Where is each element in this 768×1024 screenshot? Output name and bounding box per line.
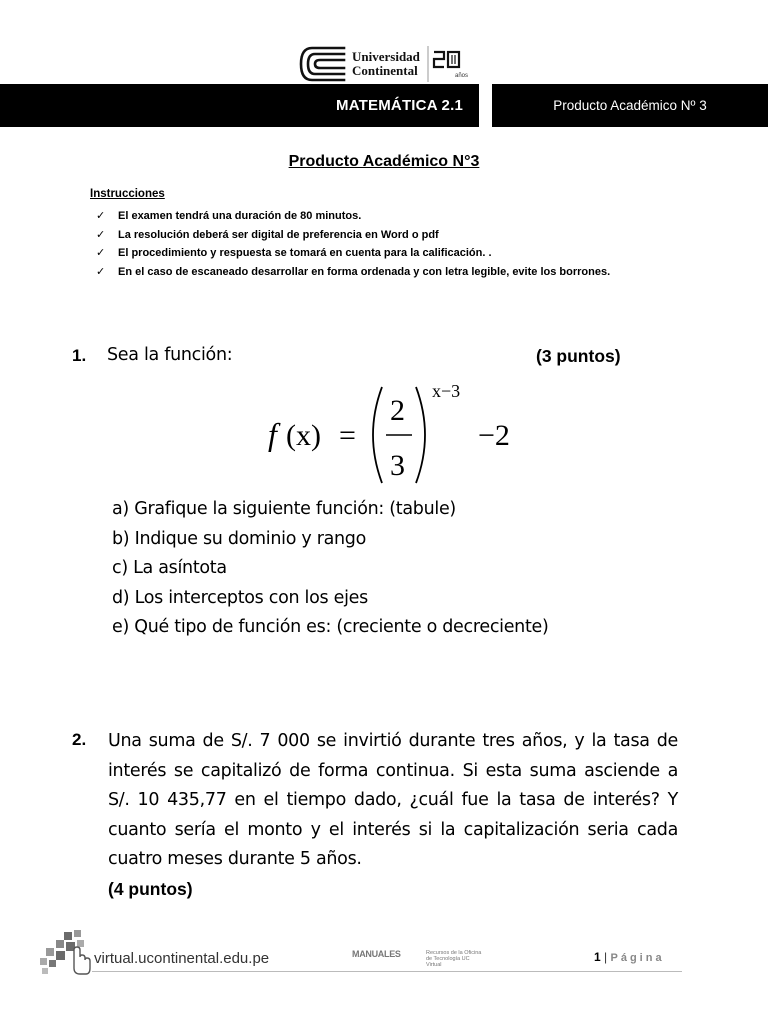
question-1-text: Sea la función: (107, 345, 233, 365)
question-2-number: 2. (72, 730, 87, 749)
checkmark-icon: ✓ (96, 210, 106, 222)
page-separator: | (604, 950, 608, 964)
list-item: e) Qué tipo de función es: (creciente o decreciente) (112, 617, 549, 637)
formula-equals: = (339, 419, 356, 452)
virtual-pixels-icon (38, 928, 92, 978)
formula-func: f (268, 416, 277, 452)
checkmark-icon: ✓ (96, 228, 106, 241)
checkmark-icon: ✓ (96, 247, 106, 259)
course-bar (0, 84, 479, 127)
instructions-list (96, 207, 610, 281)
manuales-logo: MANUALES (352, 949, 401, 959)
formula-numerator: 2 (390, 394, 405, 427)
document-title: Producto Académico N°3 (288, 153, 480, 170)
page-indicator (594, 950, 665, 964)
question-2-body (108, 727, 678, 905)
course-title: MATEMÁTICA 2.1 (336, 97, 463, 114)
manuales-note: Recursos de la Oficina de Tecnología UC Virtual (426, 950, 482, 968)
product-bar (492, 84, 768, 127)
list-item: d) Los interceptos con los ejes (112, 587, 368, 608)
checkmark-icon: ✓ (96, 265, 106, 278)
formula-exponent: x−3 (432, 381, 461, 401)
question-2-points: (4 puntos) (108, 878, 193, 899)
footer-url[interactable]: virtual.ucontinental.edu.pe (94, 950, 270, 967)
list-item: c) La asíntota (112, 558, 227, 578)
instruction-item: ✓ La resolución deberá ser digital de preferencia en Word o pdf (96, 226, 610, 245)
university-line-2: Continental (352, 63, 418, 78)
question-1-points: (3 puntos) (536, 346, 621, 366)
university-line-1: Universidad (352, 49, 420, 64)
footer-divider (92, 971, 682, 972)
list-item: a) Grafique la siguiente función: (tabule) (112, 499, 456, 519)
left-paren (373, 387, 382, 483)
instruction-item: ✓ El examen tendrá una duración de 80 minutos. (96, 207, 610, 226)
question-2-text: Una suma de S/. 7 000 se invirtió durante tres años, y la tasa de interés se capitalizó de forma continua. Si esta suma asciende a S/. 10 435,77 en el tiempo dado, ¿cuál fue la tasa de interés? Y cuanto sería el monto y el interés si la capitalización seria cada cuatro meses durante 5 años. (108, 731, 678, 869)
instructions-heading: Instrucciones (90, 188, 165, 200)
page-number: 1 (594, 950, 601, 964)
page-label: Página (610, 952, 665, 964)
instruction-item: ✓ En el caso de escaneado desarrollar en forma ordenada y con letra legible, evite los borrones. (96, 263, 610, 282)
question-1-number: 1. (72, 346, 87, 365)
list-item: b) Indique su dominio y rango (112, 528, 367, 549)
function-formula (240, 375, 540, 490)
right-paren (416, 387, 425, 483)
product-label: Producto Académico Nº 3 (553, 98, 707, 113)
anniversary-label: años (455, 73, 469, 79)
formula-tail: −2 (478, 419, 510, 452)
university-name (352, 50, 420, 78)
formula-denominator: 3 (390, 449, 405, 482)
question-1-items (112, 495, 549, 643)
instruction-item: ✓ El procedimiento y respuesta se tomará en cuenta para la calificación. . (96, 244, 610, 263)
formula-arg: (x) (286, 419, 321, 452)
document-title-wrap (0, 151, 768, 171)
